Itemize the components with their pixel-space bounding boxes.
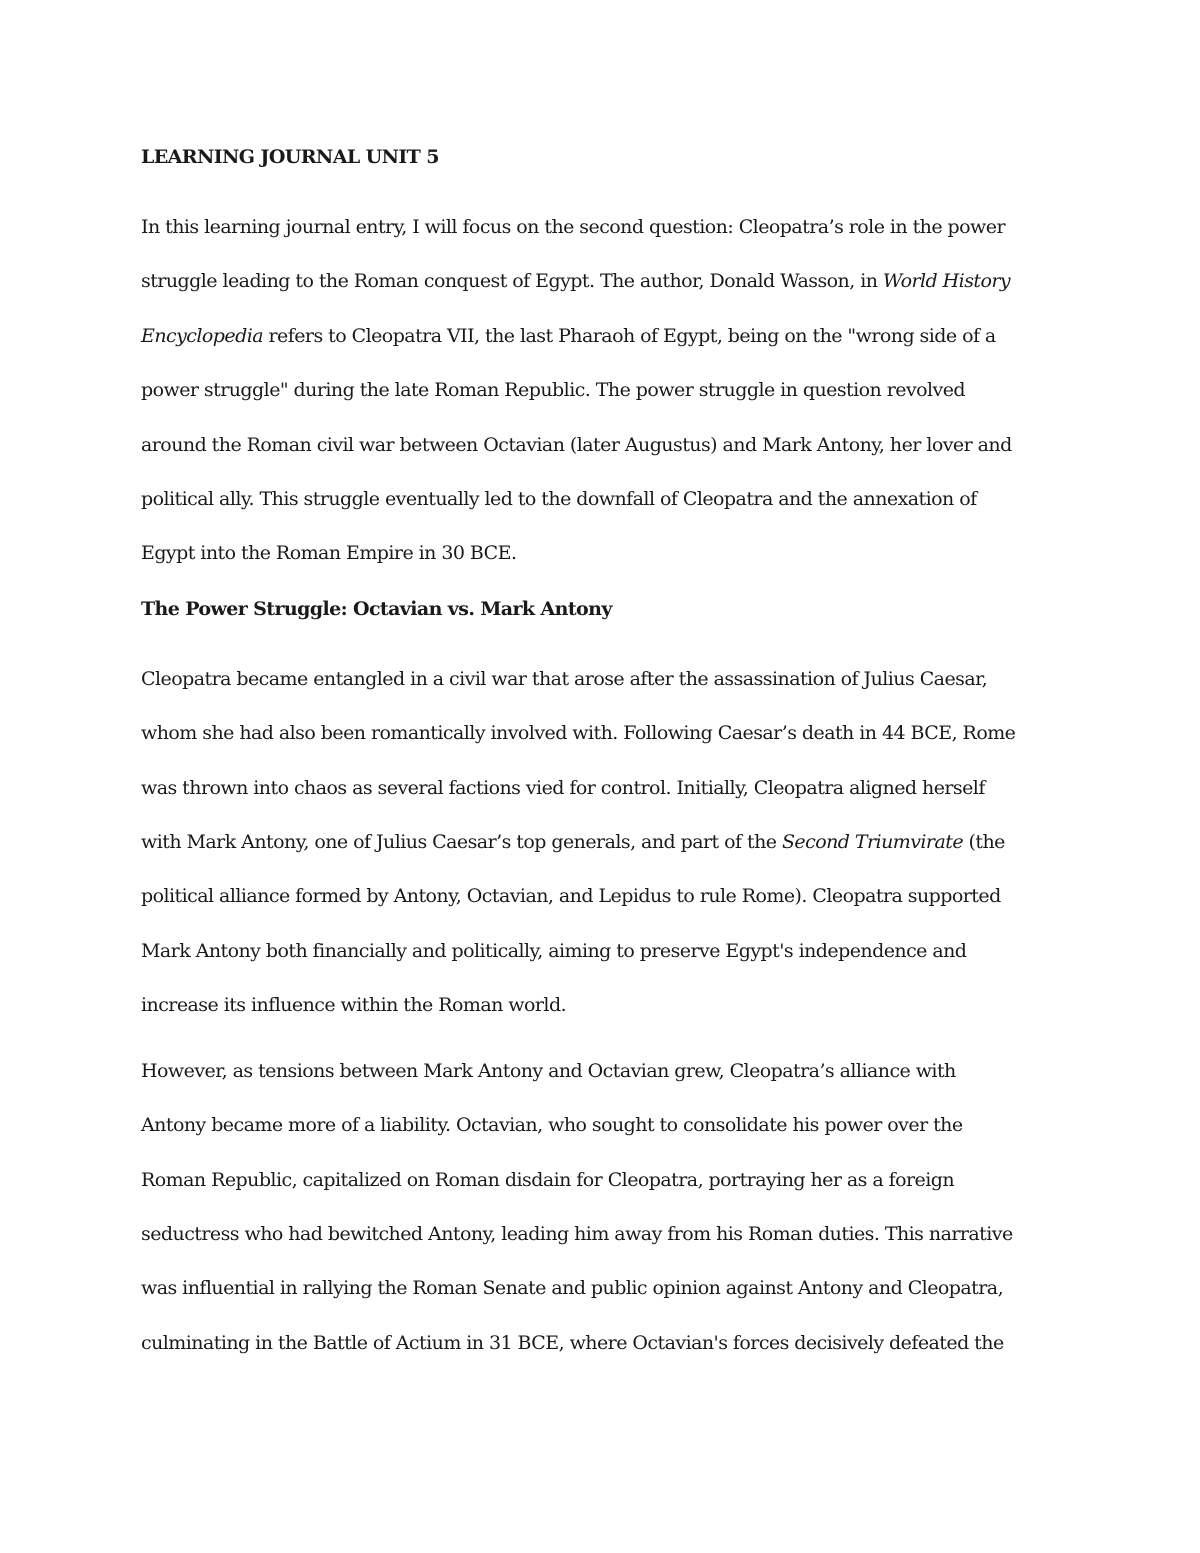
para2-line-1: Cleopatra became entangled in a civil war that arose after the assassination of Julius Caesar, (141, 667, 988, 690)
intro-paragraph (141, 200, 1061, 581)
para3-line-6: culminating in the Battle of Actium in 31 BCE, where Octavian's forces decisively defeated the (141, 1331, 1004, 1354)
para2-line-4-tail: (the (963, 831, 1005, 854)
source-title-part-1: World History (882, 270, 1011, 293)
para2-line-2: whom she had also been romantically involved with. Following Caesar’s death in 44 BCE, Rome (141, 722, 1016, 745)
paragraph-tensions (141, 1044, 1061, 1370)
para3-line-5: was influential in rallying the Roman Senate and public opinion against Antony and Cleopatra, (141, 1277, 1004, 1300)
intro-line-2-text: struggle leading to the Roman conquest of Egypt. The author, Donald Wasson, in (141, 270, 883, 293)
para3-line-3: Roman Republic, capitalized on Roman disdain for Cleopatra, portraying her as a foreign (141, 1168, 955, 1191)
intro-line-6: political ally. This struggle eventually led to the downfall of Cleopatra and the annexation of (141, 488, 977, 511)
intro-line-7: Egypt into the Roman Empire in 30 BCE. (141, 542, 517, 565)
section-heading: The Power Struggle: Octavian vs. Mark Antony (141, 597, 612, 620)
intro-line-5: around the Roman civil war between Octavian (later Augustus) and Mark Antony, her lover and (141, 433, 1012, 456)
second-triumvirate-term: Second Triumvirate (781, 831, 964, 854)
intro-line-4: power struggle" during the late Roman Republic. The power struggle in question revolved (141, 379, 966, 402)
para3-line-1: However, as tensions between Mark Antony and Octavian grew, Cleopatra’s alliance with (141, 1059, 956, 1082)
para2-line-4 (141, 815, 1061, 869)
intro-line-2 (141, 254, 1061, 308)
source-title-part-2: Encyclopedia (141, 324, 264, 347)
para2-line-3: was thrown into chaos as several factions vied for control. Initially, Cleopatra aligned herself (141, 776, 985, 799)
intro-line-1: In this learning journal entry, I will focus on the second question: Cleopatra’s role in the power (141, 216, 1005, 238)
intro-line-3-text: refers to Cleopatra VII, the last Pharaoh of Egypt, being on the "wrong side of a (263, 324, 996, 347)
para3-line-2: Antony became more of a liability. Octavian, who sought to consolidate his power over the (141, 1114, 963, 1137)
para3-line-4: seductress who had bewitched Antony, leading him away from his Roman duties. This narrative (141, 1222, 1013, 1245)
paragraph-civil-war (141, 652, 1061, 1033)
para2-line-7: increase its influence within the Roman world. (141, 994, 567, 1017)
para2-line-6: Mark Antony both financially and politically, aiming to preserve Egypt's independence and (141, 939, 967, 962)
document-body (141, 140, 1061, 1381)
para2-line-4-text: with Mark Antony, one of Julius Caesar’s top generals, and part of the (141, 831, 782, 854)
document-title: LEARNING JOURNAL UNIT 5 (141, 146, 439, 168)
para2-line-5: political alliance formed by Antony, Octavian, and Lepidus to rule Rome). Cleopatra supported (141, 885, 1001, 908)
intro-line-3 (141, 309, 1061, 363)
